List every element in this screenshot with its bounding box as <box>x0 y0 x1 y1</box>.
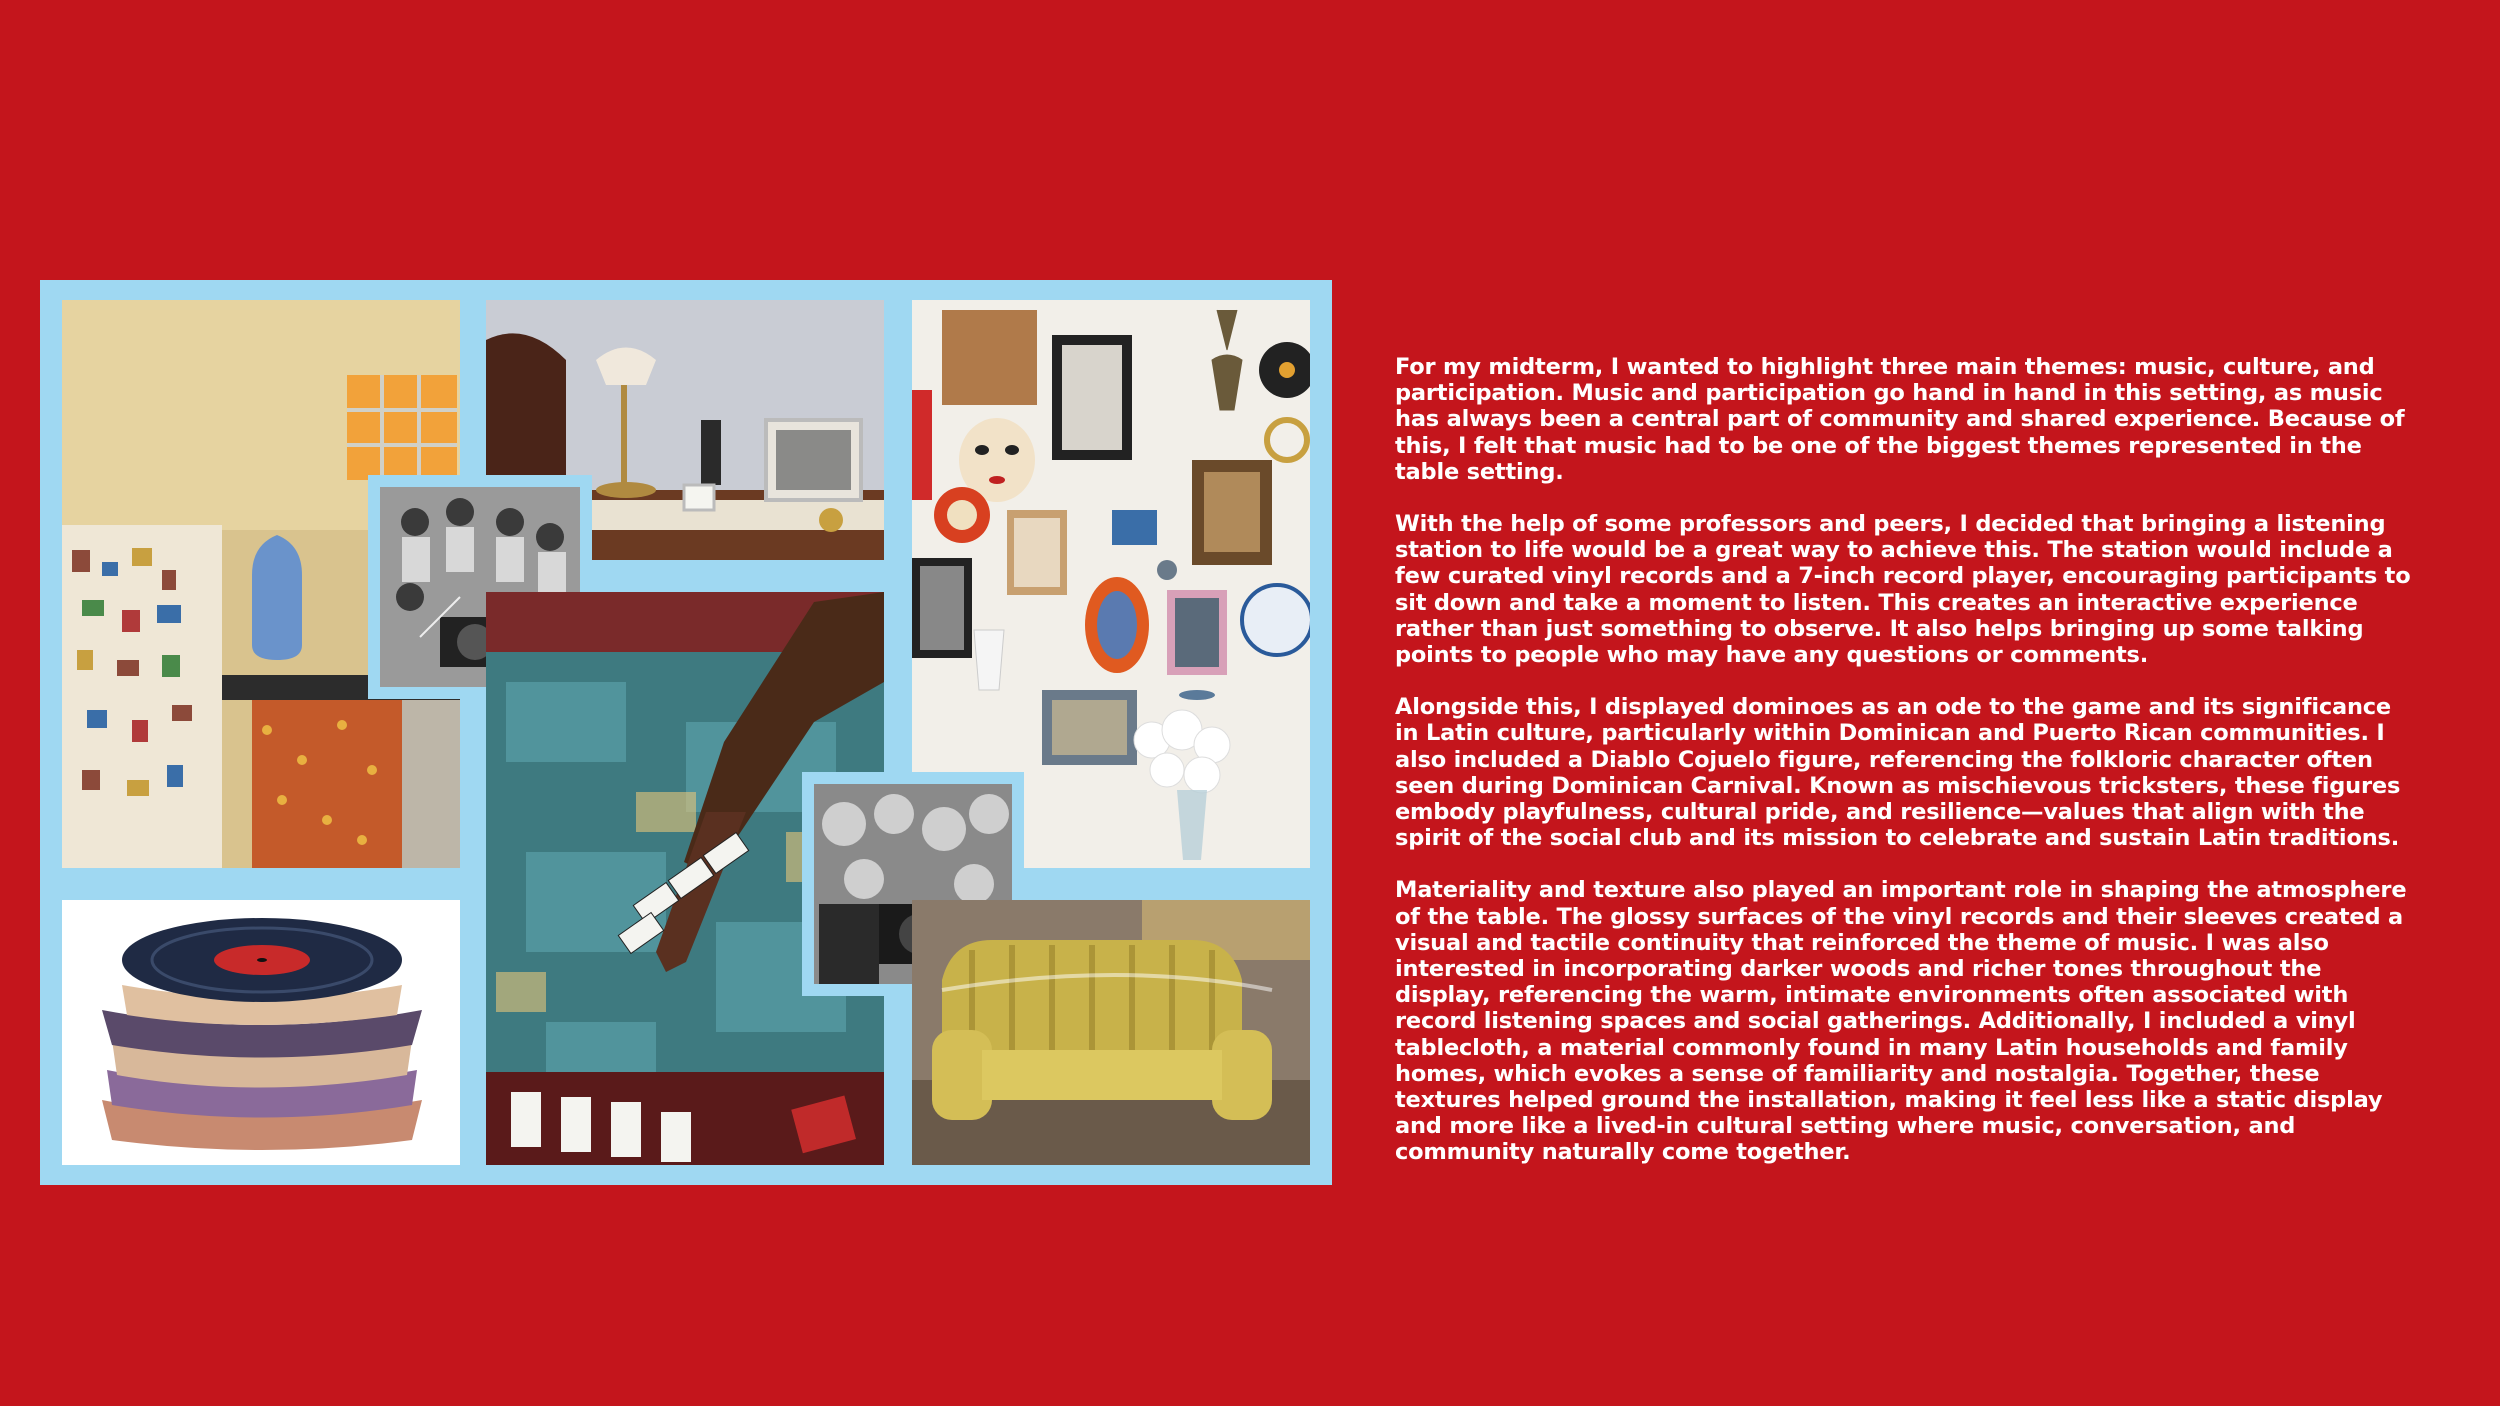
paragraph-listening-station: With the help of some professors and peers, I decided that bringing a listening station to life would be a great way to achieve this. The station would include a few curated vinyl records and a 7-inch record player, encouraging participants to sit down and take a moment to listen. This creates an interactive experience rather than just something to observe. It also helps bringing up some talking points to people who may have any questions or comments. <box>1395 511 2411 669</box>
paragraph-dominoes: Alongside this, I displayed dominoes as an ode to the game and its significance in Latin culture, particularly within Dominican and Puerto Rican communities. I also included a Diablo Cojuelo figure, referencing the folkloric character often seen during Dominican Carnival. Known as mischievous tricksters, these figures embody playfulness, cultural pride, and resilience—values that align with the spirit of the social club and its mission to celebrate and sustain Latin traditions. <box>1395 694 2401 852</box>
vinyl-records-photo <box>62 900 460 1165</box>
photo-collage <box>40 280 1332 1185</box>
description-text <box>1395 354 2415 1192</box>
plastic-sofa-photo <box>912 900 1310 1165</box>
paragraph-themes: For my midterm, I wanted to highlight three main themes: music, culture, and participation. Music and participation go hand in hand in this setting, as music has always been a central part of community and shared experience. Because of this, I felt that music had to be one of the biggest themes represented in the table setting. <box>1395 354 2405 485</box>
paragraph-materiality: Materiality and texture also played an important role in shaping the atmosphere of the table. The glossy surfaces of the vinyl records and their sleeves created a visual and tactile continuity that reinforced the theme of music. I was also interested in incorporating darker woods and richer tones throughout the display, referencing the warm, intimate environments often associated with record listening spaces and social gatherings. Additionally, I included a vinyl tablecloth, a material commonly found in many Latin households and family homes, which evokes a sense of familiarity and nostalgia. Together, these textures helped ground the installation, making it feel less like a static display and more like a lived-in cultural setting where music, conversation, and community naturally come together. <box>1395 877 2407 1166</box>
